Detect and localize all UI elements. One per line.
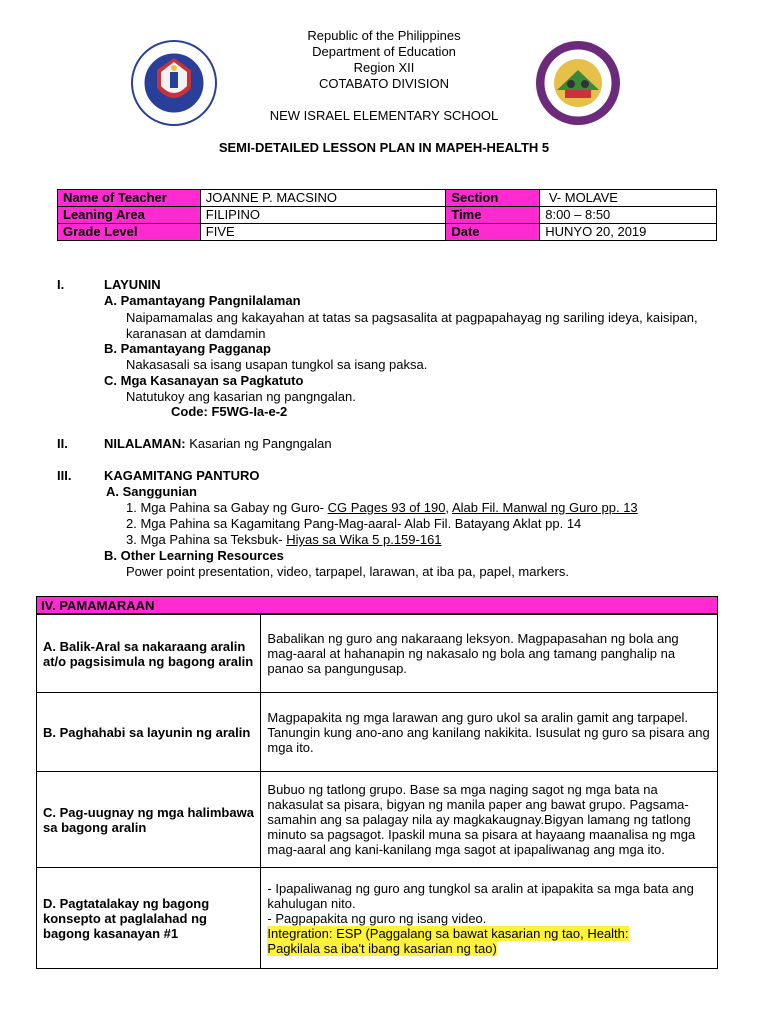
procedure-row-c-text: Bubuo ng tatlong grupo. Base sa mga naging sagot ng mga bata na nakasulat sa pisara, bigyan ng manila paper ang bawat grupo. Pagsama-samahin ang sa palagay nila ay magkakaugnay.Bigyan lamang ng tatlong minuto sa pagsagot. Ipaskil muna sa pisara at hayaang maanalisa ng mga mag-aaral ang kani-kanilang mga sagot at ipapaliwanag ang mga ito. bbox=[261, 772, 718, 868]
procedure-table bbox=[36, 596, 718, 969]
teacher-label: Name of Teacher bbox=[58, 190, 201, 207]
section-i-title: LAYUNIN bbox=[104, 277, 161, 292]
reference-1 bbox=[126, 500, 638, 516]
sanggunian-title: A. Sanggunian bbox=[106, 484, 197, 499]
date-label: Date bbox=[446, 224, 540, 241]
reference-1-label: 1. Mga Pahina sa Gabay ng Guro- bbox=[126, 500, 328, 515]
section-iii-number: III. bbox=[57, 468, 72, 483]
header-division: COTABATO DIVISION bbox=[318, 76, 450, 91]
header-department: Department of Education bbox=[312, 44, 456, 59]
integration-highlight-1: Integration: ESP (Paggalang sa bawat kasarian ng tao, Health: bbox=[267, 925, 629, 941]
other-resources-title: B. Other Learning Resources bbox=[104, 548, 284, 563]
area-label: Leaning Area bbox=[58, 207, 201, 224]
procedure-row-a-text: Babalikan ng guro ang nakaraang leksyon. Magpapasahan ng bola ang mag-aaral at hahanapin ng nakasalo ng bola ang tamang panghalip na panao sa pangungusap. bbox=[261, 615, 718, 693]
reference-1-cg-pages: CG Pages 93 of 190, bbox=[327, 500, 450, 515]
header-republic: Republic of the Philippines bbox=[307, 28, 461, 43]
subsection-a-text-2: karanasan at damdamin bbox=[126, 326, 266, 341]
section-ii-number: II. bbox=[57, 436, 68, 451]
section-ii-text: Kasarian ng Pangngalan bbox=[185, 436, 332, 451]
subsection-c-text: Natutukoy ang kasarian ng pangngalan. bbox=[126, 389, 356, 404]
procedure-row-a-label: A. Balik-Aral sa nakaraang aralin at/o pagsisimula ng bagong aralin bbox=[37, 615, 261, 693]
reference-2: 2. Mga Pahina sa Kagamitang Pang-Mag-aaral- Alab Fil. Batayang Aklat pp. 14 bbox=[126, 516, 582, 531]
time-value: 8:00 – 8:50 bbox=[540, 207, 717, 224]
procedure-row bbox=[37, 772, 718, 868]
reference-1-manwal: Alab Fil. Manwal ng Guro pp. 13 bbox=[451, 500, 638, 515]
teacher-value: JOANNE P. MACSINO bbox=[200, 190, 446, 207]
subsection-a-title: A. Pamantayang Pangnilalaman bbox=[104, 293, 301, 308]
time-label: Time bbox=[446, 207, 540, 224]
procedure-row-d-text-2: - Pagpapakita ng guro ng isang video. bbox=[267, 910, 487, 926]
section-label: Section bbox=[446, 190, 540, 207]
school-name: NEW ISRAEL ELEMENTARY SCHOOL bbox=[269, 108, 499, 123]
procedure-row-b-label: B. Paghahabi sa layunin ng aralin bbox=[37, 693, 261, 772]
section-iii-title: KAGAMITANG PANTURO bbox=[104, 468, 260, 483]
procedure-rows bbox=[36, 614, 718, 969]
procedure-row-d-label: D. Pagtatalakay ng bagong konsepto at paglalahad ng bagong kasanayan #1 bbox=[37, 868, 261, 969]
procedure-header: IV. PAMAMARAAN bbox=[36, 596, 718, 614]
procedure-row bbox=[37, 868, 718, 969]
integration-highlight-2: Pagkilala sa iba't ibang kasarian ng tao) bbox=[267, 940, 497, 956]
integration-note-2 bbox=[267, 941, 711, 956]
integration-note bbox=[267, 926, 711, 941]
procedure-row-d-text-1: - Ipapaliwanag ng guro ang tungkol sa aralin at ipapakita sa mga bata ang kahulugan nito. bbox=[267, 880, 694, 911]
subsection-a-text-1: Naipamamalas ang kakayahan at tatas sa pagsasalita at pagpapahayag ng sariling ideya, kaisipan, bbox=[126, 310, 698, 325]
subsection-c-title: C. Mga Kasanayan sa Pagkatuto bbox=[104, 373, 304, 388]
reference-3-label: 3. Mga Pahina sa Teksbuk- bbox=[126, 532, 287, 547]
procedure-row bbox=[37, 693, 718, 772]
grade-value: FIVE bbox=[200, 224, 446, 241]
document-title: SEMI-DETAILED LESSON PLAN IN MAPEH-HEALTH 5 bbox=[218, 140, 550, 155]
area-value: FILIPINO bbox=[200, 207, 446, 224]
section-ii-title: NILALAMAN: bbox=[104, 436, 186, 451]
competency-code: Code: F5WG-Ia-e-2 bbox=[171, 404, 288, 419]
subsection-b-text: Nakasasali sa isang usapan tungkol sa isang paksa. bbox=[126, 357, 428, 372]
info-table bbox=[57, 189, 717, 241]
other-resources-text: Power point presentation, video, tarpapel, larawan, at iba pa, papel, markers. bbox=[126, 564, 569, 579]
reference-3 bbox=[126, 532, 442, 548]
section-value: V- MOLAVE bbox=[540, 190, 717, 207]
procedure-row bbox=[37, 615, 718, 693]
section-i-number: I. bbox=[57, 277, 65, 292]
grade-label: Grade Level bbox=[58, 224, 201, 241]
section-ii-line bbox=[104, 436, 332, 452]
subsection-b-title: B. Pamantayang Pagganap bbox=[104, 341, 271, 356]
procedure-row-d-text bbox=[261, 868, 718, 969]
procedure-row-c-label: C. Pag-uugnay ng mga halimbawa sa bagong aralin bbox=[37, 772, 261, 868]
reference-3-textbook: Hiyas sa Wika 5 p.159-161 bbox=[286, 532, 442, 547]
procedure-row-b-text: Magpapakita ng mga larawan ang guro ukol sa aralin gamit ang tarpapel. Tanungin kung ano-ano ang kanilang nakikita. Isusulat ng guro sa pisara ang mga ito. bbox=[261, 693, 718, 772]
date-value: HUNYO 20, 2019 bbox=[540, 224, 717, 241]
header-region: Region XII bbox=[353, 60, 415, 75]
